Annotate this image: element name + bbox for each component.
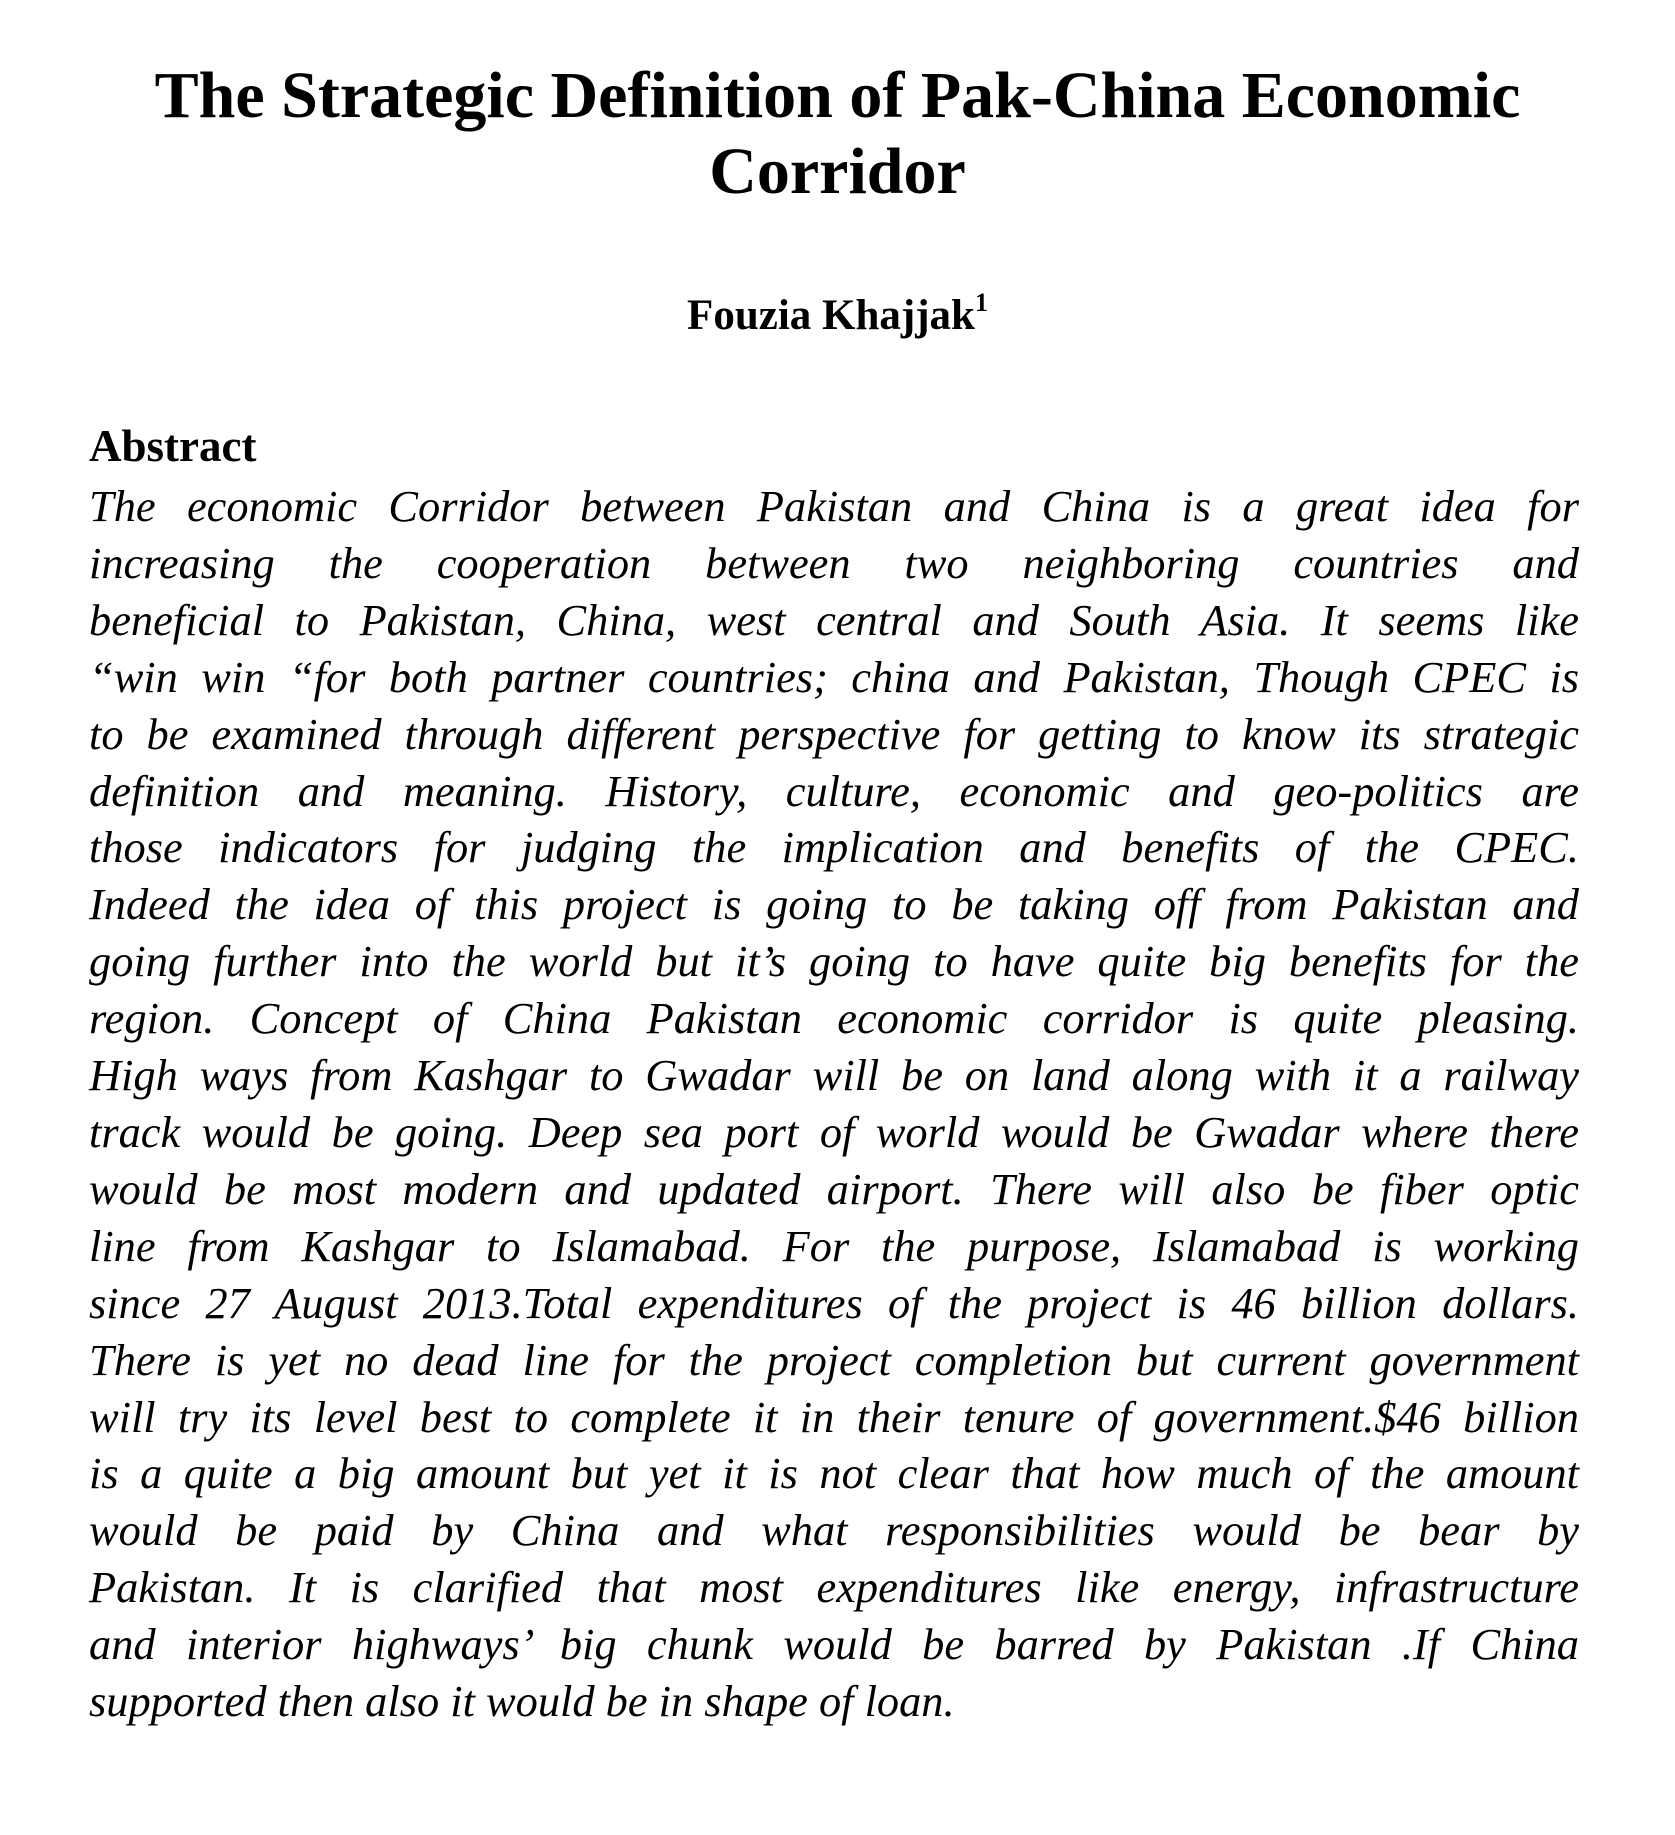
abstract-line: supported then also it would be in shape of loan. bbox=[89, 1676, 955, 1727]
abstract-line: There is yet no dead line for the project completion but current government bbox=[89, 1334, 1579, 1385]
abstract-line: since 27 August 2013.Total expenditures of the project is 46 billion dollars. bbox=[89, 1277, 1579, 1328]
abstract-line: would be paid by China and what responsibilities would be bear by bbox=[89, 1505, 1579, 1556]
abstract-line: Indeed the idea of this project is going to be taking off from Pakistan and bbox=[89, 879, 1579, 930]
paper-title-line-2: Corridor bbox=[709, 135, 966, 208]
abstract-line: beneficial to Pakistan, China, west central and South Asia. It seems like bbox=[89, 594, 1579, 645]
abstract-line: increasing the cooperation between two neighboring countries and bbox=[89, 537, 1579, 588]
abstract-line: is a quite a big amount but yet it is not clear that how much of the amount bbox=[89, 1448, 1579, 1499]
abstract-line: “win win “for both partner countries; china and Pakistan, Though CPEC is bbox=[89, 651, 1579, 702]
paper-title bbox=[0, 58, 1675, 210]
abstract-line: to be examined through different perspective for getting to know its strategic bbox=[89, 708, 1579, 759]
abstract-line: going further into the world but it’s going to have quite big benefits for the bbox=[89, 936, 1579, 987]
abstract-line: region. Concept of China Pakistan economic corridor is quite pleasing. bbox=[89, 993, 1579, 1044]
author-name: Fouzia Khajjak bbox=[687, 292, 975, 339]
abstract-line: would be most modern and updated airport. There will also be fiber optic bbox=[89, 1163, 1579, 1214]
abstract-line: line from Kashgar to Islamabad. For the purpose, Islamabad is working bbox=[89, 1220, 1579, 1271]
abstract-line: will try its level best to complete it in their tenure of government.$46 billion bbox=[89, 1391, 1579, 1442]
author-footnote-mark: 1 bbox=[974, 288, 988, 317]
abstract-line: track would be going. Deep sea port of world would be Gwadar where there bbox=[89, 1106, 1579, 1157]
abstract-body bbox=[89, 478, 1579, 1730]
abstract-line: and interior highways’ big chunk would be barred by Pakistan .If China bbox=[89, 1619, 1579, 1670]
abstract-line: definition and meaning. History, culture, economic and geo-politics are bbox=[89, 765, 1579, 816]
abstract-line: Pakistan. It is clarified that most expenditures like energy, infrastructure bbox=[89, 1562, 1579, 1613]
paper-author bbox=[0, 290, 1675, 342]
paper-title-line-1: The Strategic Definition of Pak-China Economic bbox=[154, 59, 1521, 132]
abstract-line: High ways from Kashgar to Gwadar will be on land along with it a railway bbox=[89, 1050, 1579, 1101]
abstract-heading: Abstract bbox=[89, 421, 257, 471]
abstract-line: those indicators for judging the implication and benefits of the CPEC. bbox=[89, 822, 1579, 873]
abstract-line: The economic Corridor between Pakistan and China is a great idea for bbox=[89, 481, 1579, 531]
